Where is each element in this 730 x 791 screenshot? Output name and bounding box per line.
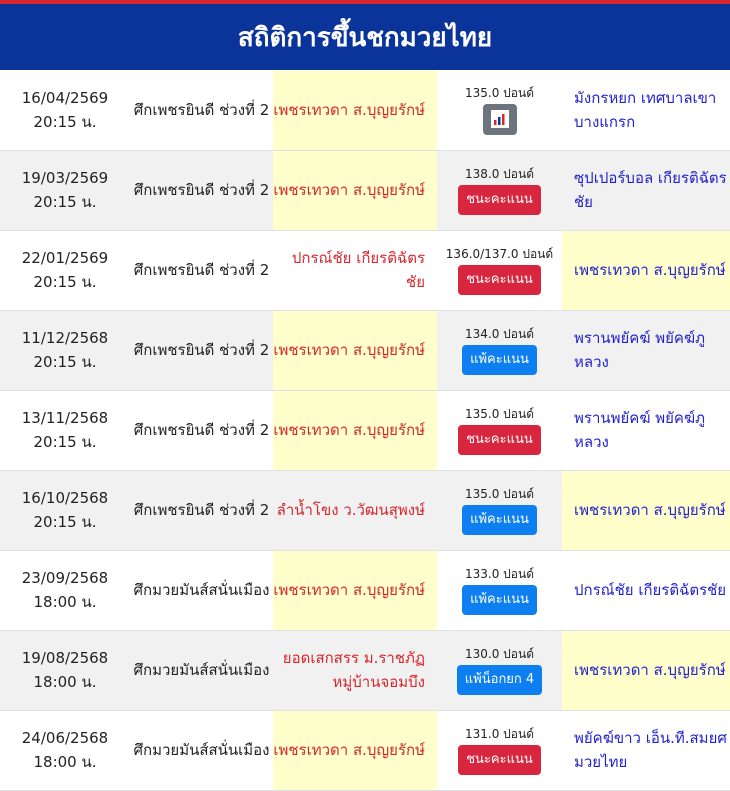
- weight-result-cell: [437, 470, 562, 550]
- weight-result-cell: [437, 630, 562, 710]
- opponent-name[interactable]: พยัคฆ์ขาว เอ็น.ที.สมยศมวยไทย: [562, 710, 730, 790]
- weight-value: 131.0 ปอนด์: [465, 727, 534, 741]
- date-cell: [0, 390, 130, 470]
- fighter-name[interactable]: เพชรเทวดา ส.บุญยรักษ์: [273, 710, 437, 790]
- bar-chart-icon[interactable]: [483, 104, 517, 135]
- event-name: ศึกมวยมันส์สนั่นเมือง: [130, 550, 273, 630]
- date-cell: [0, 230, 130, 310]
- fight-time: 20:15 น.: [33, 513, 97, 531]
- fight-date: 19/03/2569: [21, 169, 109, 187]
- result-badge[interactable]: ชนะคะแนน: [458, 185, 541, 215]
- fight-time: 20:15 น.: [33, 193, 97, 211]
- opponent-name[interactable]: เพชรเทวดา ส.บุญยรักษ์: [562, 230, 730, 310]
- weight-result-cell: [437, 550, 562, 630]
- event-name: ศึกเพชรยินดี ช่วงที่ 2: [130, 230, 273, 310]
- opponent-name[interactable]: มังกรหยก เทศบาลเขาบางแกรก: [562, 70, 730, 150]
- fight-time: 18:00 น.: [33, 593, 97, 611]
- date-cell: [0, 710, 130, 790]
- fight-time: 18:00 น.: [33, 673, 97, 691]
- table-row: [0, 70, 730, 150]
- weight-result-cell: [437, 710, 562, 790]
- fight-record-table: [0, 70, 730, 791]
- weight-result-cell: [437, 390, 562, 470]
- weight-value: 135.0 ปอนด์: [465, 85, 534, 100]
- fight-date: 11/12/2568: [21, 329, 109, 347]
- result-badge[interactable]: ชนะคะแนน: [458, 745, 541, 775]
- result-badge[interactable]: แพ้คะแนน: [462, 345, 537, 375]
- event-name: ศึกมวยมันส์สนั่นเมือง: [130, 630, 273, 710]
- result-badge[interactable]: แพ้คะแนน: [462, 585, 537, 615]
- date-cell: [0, 310, 130, 390]
- date-cell: [0, 550, 130, 630]
- fighter-name[interactable]: เพชรเทวดา ส.บุญยรักษ์: [273, 310, 437, 390]
- fight-date: 23/09/2568: [21, 569, 109, 587]
- fighter-name[interactable]: ลำน้ำโขง ว.วัฒนสุพงษ์: [273, 470, 437, 550]
- fighter-name[interactable]: เพชรเทวดา ส.บุญยรักษ์: [273, 70, 437, 150]
- weight-value: 138.0 ปอนด์: [465, 167, 534, 181]
- fight-time: 20:15 น.: [33, 353, 97, 371]
- weight-result-cell: [437, 150, 562, 230]
- date-cell: [0, 70, 130, 150]
- weight-result-cell: [437, 70, 562, 150]
- table-row: [0, 710, 730, 790]
- fight-time: 20:15 น.: [33, 273, 97, 291]
- page-header: [0, 4, 730, 70]
- event-name: ศึกเพชรยินดี ช่วงที่ 2: [130, 70, 273, 150]
- result-badge[interactable]: แพ้คะแนน: [462, 505, 537, 535]
- opponent-name[interactable]: พรานพยัคฆ์ พยัคฆ์ภูหลวง: [562, 310, 730, 390]
- result-badge[interactable]: ชนะคะแนน: [458, 265, 541, 295]
- weight-result-cell: [437, 310, 562, 390]
- table-row: [0, 150, 730, 230]
- fight-time: 20:15 น.: [33, 112, 97, 131]
- opponent-name[interactable]: ปกรณ์ชัย เกียรติฉัตรชัย: [562, 550, 730, 630]
- event-name: ศึกมวยมันส์สนั่นเมือง: [130, 710, 273, 790]
- fighter-name[interactable]: ปกรณ์ชัย เกียรติฉัตรชัย: [273, 230, 437, 310]
- weight-value: 136.0/137.0 ปอนด์: [445, 247, 554, 261]
- event-name: ศึกเพชรยินดี ช่วงที่ 2: [130, 150, 273, 230]
- fight-date: 16/10/2568: [21, 489, 109, 507]
- table-row: [0, 230, 730, 310]
- table-row: [0, 390, 730, 470]
- fight-date: 22/01/2569: [21, 249, 109, 267]
- result-badge[interactable]: แพ้น็อกยก 4: [457, 665, 542, 695]
- fight-time: 20:15 น.: [33, 433, 97, 451]
- weight-value: 135.0 ปอนด์: [465, 487, 534, 501]
- fighter-name[interactable]: เพชรเทวดา ส.บุญยรักษ์: [273, 390, 437, 470]
- date-cell: [0, 470, 130, 550]
- fight-date: 24/06/2568: [21, 729, 109, 747]
- opponent-name[interactable]: เพชรเทวดา ส.บุญยรักษ์: [562, 470, 730, 550]
- event-name: ศึกเพชรยินดี ช่วงที่ 2: [130, 470, 273, 550]
- weight-value: 130.0 ปอนด์: [465, 647, 534, 661]
- weight-result-cell: [437, 230, 562, 310]
- fighter-name[interactable]: เพชรเทวดา ส.บุญยรักษ์: [273, 550, 437, 630]
- fighter-name[interactable]: ยอดเสกสรร ม.ราชภัฏหมู่บ้านจอมบึง: [273, 630, 437, 710]
- fight-date: 19/08/2568: [21, 649, 109, 667]
- fight-date: 16/04/2569: [21, 88, 109, 107]
- date-cell: [0, 150, 130, 230]
- opponent-name[interactable]: ซุปเปอร์บอล เกียรติฉัตรชัย: [562, 150, 730, 230]
- weight-value: 134.0 ปอนด์: [465, 327, 534, 341]
- fighter-name[interactable]: เพชรเทวดา ส.บุญยรักษ์: [273, 150, 437, 230]
- weight-value: 133.0 ปอนด์: [465, 567, 534, 581]
- result-badge[interactable]: ชนะคะแนน: [458, 425, 541, 455]
- fight-time: 18:00 น.: [33, 753, 97, 771]
- table-row: [0, 310, 730, 390]
- page-title: สถิติการขึ้นชกมวยไทย: [237, 22, 493, 53]
- date-cell: [0, 630, 130, 710]
- table-row: [0, 470, 730, 550]
- event-name: ศึกเพชรยินดี ช่วงที่ 2: [130, 390, 273, 470]
- table-row: [0, 550, 730, 630]
- table-row: [0, 630, 730, 710]
- opponent-name[interactable]: พรานพยัคฆ์ พยัคฆ์ภูหลวง: [562, 390, 730, 470]
- event-name: ศึกเพชรยินดี ช่วงที่ 2: [130, 310, 273, 390]
- weight-value: 135.0 ปอนด์: [465, 407, 534, 421]
- fight-date: 13/11/2568: [21, 409, 109, 427]
- opponent-name[interactable]: เพชรเทวดา ส.บุญยรักษ์: [562, 630, 730, 710]
